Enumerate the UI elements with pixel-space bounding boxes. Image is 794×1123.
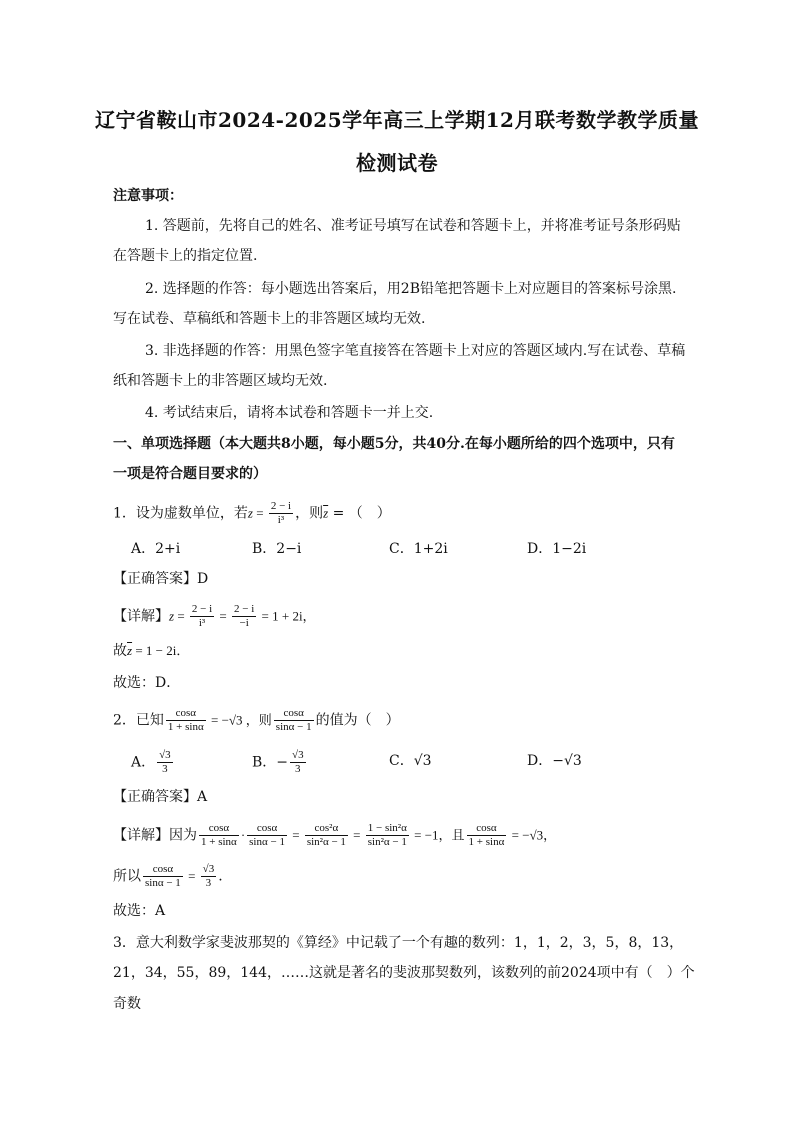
q1-detail-eq2: =	[216, 608, 231, 624]
notes-heading: 注意事项：	[113, 188, 183, 204]
question-2	[113, 707, 400, 734]
q2-frac2	[274, 707, 314, 734]
q2-so-frac	[143, 863, 183, 890]
q1-zbar: $\overline{z}$	[323, 505, 329, 521]
note-item-1: 1. 答题前，先将自己的姓名、准考证号填写在试卷和答题卡上，并将准考证号条形码贴	[145, 218, 681, 234]
q1-suffix: ，则	[295, 505, 324, 522]
q2-so-end: .	[218, 868, 223, 885]
q1-detail-den2: −i	[239, 617, 249, 629]
q2-option-a-den: 3	[162, 763, 168, 775]
q2-answer: 【正确答案】A	[113, 789, 208, 805]
q1-detail-den1: i³	[198, 617, 206, 629]
q2-d-frac5	[467, 822, 507, 849]
q1-conclude-pre: 故	[113, 643, 127, 659]
note-item-3-cont: 纸和答题卡上的非答题区域均无效.	[113, 373, 328, 389]
note-item-2-cont: 写在试卷、草稿纸和答题卡上的非答题区域均无效.	[113, 311, 426, 327]
q1-answer: 【正确答案】D	[113, 571, 209, 587]
q1-detail-eq1: =	[174, 608, 188, 624]
q2-d-frac4-num: 1 − sin²α	[367, 822, 407, 834]
q2-so-result	[201, 863, 217, 890]
q2-option-b-den: 3	[295, 763, 301, 775]
q2-d-tail: = −1，且	[410, 827, 465, 843]
q2-d-frac4-den: sin²α − 1	[367, 836, 407, 848]
q2-so-label: 所以	[113, 868, 141, 885]
q2-d-frac1-den: 1 + sinα	[201, 836, 237, 848]
q1-option-c: C．1+2i	[389, 541, 448, 557]
question-3: 3．意大利数学家斐波那契的《算经》中记载了一个有趣的数列：1，1，2，3，5，8，13，	[113, 935, 684, 951]
q2-detail	[113, 822, 556, 849]
q1-detail-end: = 1 + 2i，	[258, 608, 316, 624]
q1-option-a: A．2+i	[131, 541, 181, 557]
q1-detail-frac2	[232, 603, 256, 630]
q1-detail	[113, 603, 316, 630]
q2-suffix: 的值为（ ）	[315, 712, 400, 729]
q1-detail-label: 【详解】	[113, 608, 169, 625]
q2-so-rnum: √3	[202, 863, 215, 875]
q2-option-a	[131, 749, 175, 776]
q2-so-rden: 3	[205, 877, 212, 889]
q1-detail-num1: 2 − i	[191, 603, 213, 615]
q2-option-b-frac	[290, 749, 306, 776]
q1-tail: = （ ）	[328, 505, 391, 522]
question-3-cont: 21，34，55，89，144，……这就是著名的斐波那契数列，该数列的前2024项中有（ ）个	[113, 965, 695, 981]
q1-fraction	[269, 500, 293, 527]
q2-d-frac3-den: sin²α − 1	[306, 836, 346, 848]
question-1	[113, 500, 391, 527]
note-item-2: 2. 选择题的作答：每小题选出答案后，用2B铅笔把答题卡上对应题目的答案标号涂黑.	[145, 281, 677, 297]
q2-option-a-frac	[157, 749, 173, 776]
q1-eq: =	[252, 505, 267, 521]
q2-mid: = −√3 ，则	[207, 712, 272, 728]
q2-d-frac2-den: sinα − 1	[249, 836, 285, 848]
q2-frac2-num: cosα	[274, 707, 314, 721]
q1-detail-frac1	[190, 603, 214, 630]
q2-frac1	[166, 707, 206, 734]
page-title-line2: 检测试卷	[356, 151, 438, 175]
q1-conclude-zbar: $\overline{z}$	[127, 643, 133, 658]
q1-z: z	[247, 505, 253, 521]
q2-frac1-num: cosα	[166, 707, 206, 721]
note-item-4: 4. 考试结束后，请将本试卷和答题卡一并上交.	[145, 405, 434, 421]
q2-d-frac5-tail: = −√3，	[508, 827, 557, 843]
q1-conclusion	[113, 641, 189, 661]
note-item-1-cont: 在答题卡上的指定位置.	[113, 248, 258, 264]
q2-option-d: D．−√3	[527, 753, 582, 769]
q2-so-eq: =	[184, 868, 199, 884]
q2-option-a-num: √3	[159, 749, 171, 761]
q2-option-c: C．√3	[389, 753, 432, 769]
q2-d-frac1-num: cosα	[199, 822, 239, 836]
q2-d-frac2-num: cosα	[247, 822, 287, 836]
q2-so-num: cosα	[143, 863, 183, 877]
q1-conclude-post: = 1 − 2i．	[132, 643, 190, 658]
q2-d-eq2: =	[349, 827, 364, 843]
q2-d-frac5-num: cosα	[467, 822, 507, 836]
question-3-cont2: 奇数	[113, 996, 141, 1012]
q1-num: 2 − i	[270, 500, 292, 512]
q1-prefix: 1．设为虚数单位，若	[113, 505, 248, 522]
section-heading: 一、单项选择题（本大题共8小题，每小题5分，共40分.在每小题所给的四个选项中，只有	[113, 436, 675, 452]
q2-option-a-label: A．	[131, 754, 156, 771]
q2-option-b-label: B．−	[252, 754, 289, 771]
section-heading-cont: 一项是符合题目要求的）	[113, 466, 267, 482]
q1-detail-num2: 2 − i	[234, 603, 255, 615]
q2-frac2-den: sinα − 1	[275, 721, 312, 733]
note-item-3: 3. 非选择题的作答：用黑色签字笔直接答在答题卡上对应的答题区域内.写在试卷、草稿	[145, 343, 686, 359]
page-title: 辽宁省鞍山市2024-2025学年高三上学期12月联考数学教学质量	[95, 108, 699, 132]
q2-so	[113, 863, 223, 890]
q2-choose: 故选：A	[113, 903, 166, 919]
q2-d-dot: ·	[240, 827, 246, 843]
q2-d-frac1	[199, 822, 239, 849]
q2-detail-label: 【详解】因为	[113, 827, 197, 844]
q1-den: i³	[277, 514, 285, 526]
q1-choose: 故选：D．	[113, 675, 181, 691]
q2-d-frac4	[366, 822, 409, 849]
q2-prefix: 2．已知	[113, 712, 164, 729]
q2-frac1-den: 1 + sinα	[167, 721, 204, 733]
q2-d-eq1: =	[288, 827, 303, 843]
q2-d-frac2	[247, 822, 287, 849]
q2-option-b	[252, 749, 308, 776]
q2-d-frac5-den: 1 + sinα	[468, 836, 505, 848]
q2-d-frac3-num: cos²α	[305, 822, 348, 836]
q2-d-frac3	[305, 822, 348, 849]
q2-so-den: sinα − 1	[145, 877, 181, 889]
q1-option-b: B．2−i	[252, 541, 302, 557]
q2-option-b-num: √3	[292, 749, 304, 761]
q1-option-d: D．1−2i	[527, 541, 587, 557]
q1-detail-z: z	[169, 608, 175, 624]
